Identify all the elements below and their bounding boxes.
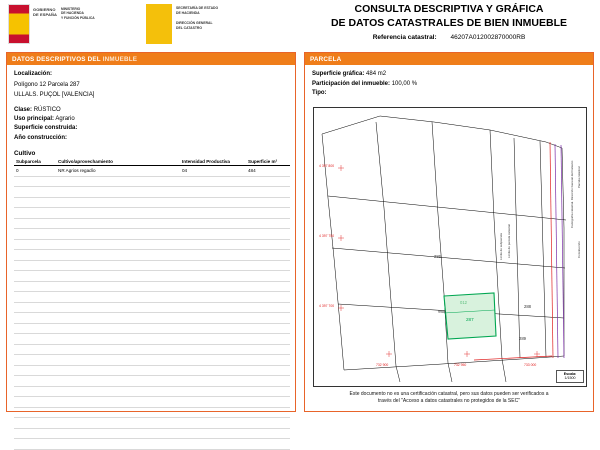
table-row	[14, 166, 290, 177]
cell-empty	[56, 376, 180, 387]
cell-empty	[180, 250, 246, 261]
cell-empty	[180, 397, 246, 408]
cell-empty	[14, 250, 56, 261]
cell-empty	[56, 239, 180, 250]
parcel-panel-title: PARCELA	[305, 53, 593, 65]
cell-empty	[180, 355, 246, 366]
descriptive-data-panel	[6, 52, 296, 412]
table-row	[14, 239, 290, 250]
address-line-1: Polígono 12 Parcela 287	[14, 82, 80, 89]
logo-min-line3: Y FUNCIÓN PÚBLICA	[60, 15, 95, 20]
descriptive-data-content	[7, 65, 295, 143]
page-title-line1: CONSULTA DESCRIPTIVA Y GRÁFICA	[354, 3, 544, 15]
legend-limite-subparcela: Límite de subparcela	[499, 233, 503, 260]
address-line-2: ULLALS. PUÇOL [VALENCIA]	[14, 91, 95, 98]
table-row	[14, 355, 290, 366]
cell-empty	[14, 407, 56, 418]
cell-empty	[180, 323, 246, 334]
cell-empty	[246, 187, 290, 198]
cell-empty	[56, 208, 180, 219]
cell-empty	[246, 176, 290, 187]
map-disclaimer-line1: Este documento no es una certificación catastral, pero sus datos pueden ser verificados a	[349, 391, 549, 397]
cell-empty	[180, 376, 246, 387]
cultivo-table-header-row	[14, 158, 290, 166]
cell-empty	[180, 281, 246, 292]
map-disclaimer-line2: través del "Acceso a datos catastrales no protegidos de la SEC"	[378, 398, 520, 405]
cell-empty	[180, 334, 246, 345]
cell-subparcela: 0	[14, 166, 56, 177]
cell-empty	[246, 239, 290, 250]
y-tick-1: 4 397 800	[319, 164, 335, 168]
cell-empty	[246, 344, 290, 355]
cell-empty	[180, 218, 246, 229]
table-row	[14, 197, 290, 208]
cell-empty	[14, 365, 56, 376]
cell-empty	[246, 365, 290, 376]
logo-gov-line2: DE ESPAÑA	[33, 12, 57, 18]
field-clase-label: Clase:	[14, 106, 33, 113]
cell-empty	[56, 218, 180, 229]
field-tipo-label: Tipo:	[312, 90, 327, 97]
cell-empty	[246, 229, 290, 240]
cell-empty	[14, 334, 56, 345]
label-parcel-289: 289	[519, 336, 526, 341]
field-tipo	[312, 89, 586, 99]
descriptive-data-title-strong: DATOS DESCRIPTIVOS DEL	[12, 55, 101, 63]
table-row	[14, 176, 290, 187]
x-tick-2: 732 950	[454, 363, 467, 367]
logo-min-line2: DE HACIENDA	[60, 11, 84, 16]
table-row	[14, 397, 290, 408]
cell-empty	[14, 313, 56, 324]
cell-empty	[180, 407, 246, 418]
cell-empty	[180, 187, 246, 198]
cell-empty	[246, 418, 290, 429]
field-superficie-grafica-label: Superficie gráfica:	[312, 71, 365, 77]
cell-empty	[246, 281, 290, 292]
label-9986: 9986	[438, 310, 446, 314]
logo-yellow-block	[146, 4, 172, 44]
cell-empty	[56, 250, 180, 261]
descriptive-data-panel-title	[7, 53, 295, 65]
field-superficie-construida	[14, 124, 288, 133]
cell-empty	[56, 334, 180, 345]
cultivo-col-superficie: Superficie m²	[246, 158, 290, 166]
logo-sec-line1: SECRETARÍA DE ESTADO	[176, 6, 219, 10]
field-superficie-grafica-value: 484 m2	[366, 71, 387, 77]
cell-empty	[180, 302, 246, 313]
table-row	[14, 250, 290, 261]
cell-empty	[14, 344, 56, 355]
cell-empty	[56, 323, 180, 334]
legend-construccion: Construcción	[577, 241, 581, 258]
x-tick-3: 733 000	[524, 363, 537, 367]
table-row	[14, 302, 290, 313]
table-row	[14, 407, 290, 418]
cultivo-empty-rows	[14, 176, 290, 449]
cell-empty	[180, 176, 246, 187]
cell-empty	[14, 292, 56, 303]
cell-empty	[180, 292, 246, 303]
cell-empty	[246, 218, 290, 229]
table-row	[14, 292, 290, 303]
cell-empty	[246, 260, 290, 271]
cell-empty	[56, 271, 180, 282]
cell-empty	[180, 418, 246, 429]
field-superficie-construida-label: Superficie construida:	[14, 125, 78, 132]
map-scale-box	[556, 370, 584, 383]
parcel-panel	[304, 52, 594, 412]
cell-empty	[14, 187, 56, 198]
label-parcel-288: 288	[524, 304, 531, 309]
table-row	[14, 334, 290, 345]
cell-empty	[246, 313, 290, 324]
table-row	[14, 376, 290, 387]
legend-limite-parcela: Límite de parcela catastral	[507, 224, 511, 258]
cadastral-reference-label: Referencia catastral:	[372, 34, 437, 41]
field-clase-value: RÚSTICO	[33, 106, 61, 113]
cell-empty	[56, 397, 180, 408]
cell-empty	[246, 323, 290, 334]
cell-empty	[56, 439, 180, 450]
cell-empty	[14, 302, 56, 313]
logo-gov-line1: GOBIERNO	[33, 7, 56, 12]
field-participacion-label: Participación del inmueble:	[312, 80, 391, 87]
table-row	[14, 365, 290, 376]
descriptive-data-title-light: INMUEBLE	[102, 55, 138, 63]
label-parcel-287: 287	[466, 317, 474, 322]
cell-empty	[180, 428, 246, 439]
cell-empty	[246, 428, 290, 439]
cell-empty	[246, 397, 290, 408]
cell-empty	[246, 271, 290, 282]
field-uso-principal-value: Agrario	[55, 116, 75, 123]
cell-empty	[56, 302, 180, 313]
cultivo-section-title: Cultivo	[14, 150, 36, 158]
cell-empty	[56, 344, 180, 355]
cell-empty	[14, 208, 56, 219]
table-row	[14, 281, 290, 292]
cell-empty	[56, 197, 180, 208]
map-disclaimer	[315, 391, 583, 406]
cell-empty	[56, 229, 180, 240]
cell-empty	[56, 313, 180, 324]
cell-empty	[14, 260, 56, 271]
field-superficie-grafica	[312, 70, 586, 80]
cell-empty	[180, 260, 246, 271]
cell-superficie: 484	[246, 166, 290, 177]
cell-empty	[56, 418, 180, 429]
cell-empty	[246, 407, 290, 418]
legend-parcela: Parcela catastral	[577, 166, 581, 188]
table-row	[14, 208, 290, 219]
cell-empty	[14, 418, 56, 429]
logo-direction	[176, 21, 218, 31]
cell-empty	[14, 271, 56, 282]
cadastral-map[interactable]	[313, 107, 587, 387]
field-participacion	[312, 80, 586, 90]
cultivo-col-intensidad: Intensidad Productiva	[180, 158, 246, 166]
cell-empty	[56, 281, 180, 292]
cell-empty	[14, 376, 56, 387]
map-scale-value: 1/1500	[564, 376, 576, 381]
cell-empty	[246, 376, 290, 387]
cultivo-table	[14, 158, 290, 450]
cell-empty	[14, 397, 56, 408]
cell-empty	[56, 176, 180, 187]
cell-empty	[246, 355, 290, 366]
logo-secretary-block	[176, 6, 218, 36]
table-row	[14, 229, 290, 240]
map-canvas[interactable]	[314, 108, 586, 386]
table-row	[14, 439, 290, 450]
cell-empty	[14, 229, 56, 240]
table-row	[14, 271, 290, 282]
cell-empty	[56, 365, 180, 376]
table-row	[14, 260, 290, 271]
cell-empty	[246, 292, 290, 303]
cell-empty	[180, 229, 246, 240]
cell-empty	[246, 250, 290, 261]
field-uso-principal-label: Uso principal:	[14, 116, 55, 123]
spain-flag-icon	[8, 4, 30, 44]
legend-cartografia: Cartografía catastral. Dirección General del Catastro	[570, 160, 574, 228]
cell-empty	[56, 260, 180, 271]
cultivo-col-cultivo: Cultivo/aprovechamiento	[56, 158, 180, 166]
cadastral-reference	[300, 34, 598, 41]
localizacion-label: Localización:	[14, 71, 53, 77]
logo-sec-line2: DE HACIENDA	[176, 11, 200, 16]
cell-empty	[180, 197, 246, 208]
x-tick-1: 732 900	[376, 363, 389, 367]
cell-empty	[14, 176, 56, 187]
cell-empty	[180, 313, 246, 324]
cell-empty	[14, 439, 56, 450]
table-row	[14, 187, 290, 198]
cell-empty	[246, 386, 290, 397]
table-row	[14, 344, 290, 355]
cell-empty	[14, 428, 56, 439]
field-uso-principal	[14, 115, 288, 124]
document-header	[0, 0, 600, 48]
cell-empty	[14, 218, 56, 229]
cell-empty	[180, 344, 246, 355]
page-title-line2: DE DATOS CATASTRALES DE BIEN INMUEBLE	[330, 17, 568, 30]
cell-empty	[14, 386, 56, 397]
label-parcel-286: 286	[434, 254, 441, 259]
cell-empty	[14, 239, 56, 250]
cell-empty	[180, 386, 246, 397]
cell-empty	[56, 292, 180, 303]
cell-empty	[56, 386, 180, 397]
cell-empty	[14, 197, 56, 208]
cell-empty	[246, 439, 290, 450]
parcel-fields	[305, 65, 593, 103]
cultivo-col-subparcela: Subparcela	[14, 158, 56, 166]
cell-empty	[246, 334, 290, 345]
cell-empty	[246, 197, 290, 208]
logo-gobierno	[33, 7, 57, 44]
field-anio-construccion	[14, 134, 288, 143]
field-participacion-value: 100,00 %	[391, 80, 418, 87]
gobierno-logo	[8, 4, 160, 44]
cell-empty	[180, 439, 246, 450]
table-row	[14, 218, 290, 229]
logo-min-line1: MINISTERIO	[60, 7, 81, 11]
field-anio-construccion-label: Año construcción:	[14, 134, 68, 141]
logo-secretary	[176, 6, 218, 16]
map-scale-label: Escala:	[563, 371, 577, 376]
table-row	[14, 418, 290, 429]
page-title	[300, 2, 598, 30]
cell-empty	[14, 323, 56, 334]
cell-empty	[56, 187, 180, 198]
cell-empty	[14, 355, 56, 366]
cell-empty	[180, 271, 246, 282]
table-row	[14, 428, 290, 439]
logo-dir-line1: DIRECCIÓN GENERAL	[176, 21, 213, 26]
cell-empty	[246, 302, 290, 313]
cell-empty	[180, 239, 246, 250]
table-row	[14, 323, 290, 334]
cell-empty	[56, 355, 180, 366]
cell-empty	[56, 428, 180, 439]
y-tick-2: 4 397 750	[319, 234, 335, 238]
y-tick-3: 4 397 700	[319, 304, 335, 308]
highlighted-parcel[interactable]	[444, 293, 496, 339]
logo-ministerio	[61, 7, 95, 44]
cadastral-reference-value: 46207A012002870000RB	[450, 34, 526, 41]
cell-empty	[56, 407, 180, 418]
field-clase	[14, 106, 288, 115]
address-block	[14, 81, 288, 100]
cell-empty	[14, 281, 56, 292]
cultivo-table-body	[14, 166, 290, 177]
logo-dir-line2: DEL CATASTRO	[176, 26, 202, 31]
label-subparcel-012: 012	[460, 300, 467, 305]
cell-cultivo: NR Agrios regadío	[56, 166, 180, 177]
cell-empty	[180, 365, 246, 376]
table-row	[14, 386, 290, 397]
logo-text-block	[33, 4, 95, 44]
table-row	[14, 313, 290, 324]
cell-intensidad: 04	[180, 166, 246, 177]
cell-empty	[246, 208, 290, 219]
cell-empty	[180, 208, 246, 219]
